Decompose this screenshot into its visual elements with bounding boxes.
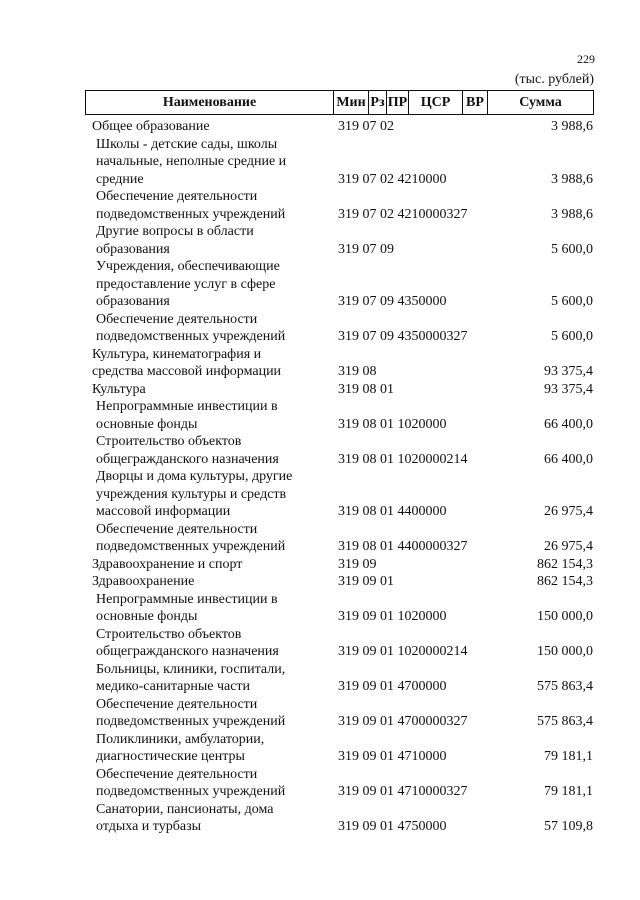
header-csr: ЦСР xyxy=(409,91,463,114)
table-body xyxy=(0,118,640,836)
row-amount: 3 988,6 xyxy=(551,206,593,222)
row-name: Обеспечение деятельности подведомственных учреждений xyxy=(96,521,286,554)
row-amount: 150 000,0 xyxy=(537,609,593,624)
row-amount: 575 863,4 xyxy=(537,679,593,694)
table-row xyxy=(0,801,640,836)
row-code: 319 08 01 4400000327 xyxy=(338,539,468,554)
table-row xyxy=(0,118,640,136)
row-name: Другие вопросы в области образования xyxy=(96,224,254,257)
row-code: 319 07 02 4210000327 xyxy=(338,206,468,222)
row-code: 319 07 09 4350000327 xyxy=(338,329,468,344)
row-name: Строительство объектов общегражданского назначения xyxy=(96,626,279,659)
row-name: Обеспечение деятельности подведомственных учреждений xyxy=(96,311,286,344)
page-number: 229 xyxy=(577,52,595,66)
row-amount: 5 600,0 xyxy=(551,241,593,257)
row-name: Культура, кинематография и средства массовой информации xyxy=(92,346,282,379)
table-row xyxy=(0,626,640,661)
row-name: Непрограммные инвестиции в основные фонды xyxy=(96,399,278,432)
table-row xyxy=(0,311,640,346)
row-code: 319 08 01 xyxy=(338,381,394,397)
row-code: 319 09 01 xyxy=(338,574,394,589)
row-code: 319 07 02 4210000 xyxy=(338,171,447,187)
table-row xyxy=(0,398,640,433)
table-row xyxy=(0,766,640,801)
row-name: Обеспечение деятельности подведомственных учреждений xyxy=(96,696,286,729)
table-row xyxy=(0,521,640,556)
row-code: 319 08 01 1020000214 xyxy=(338,451,468,467)
row-amount: 862 154,3 xyxy=(537,556,593,572)
row-name: Обеспечение деятельности подведомственных учреждений xyxy=(96,189,286,222)
row-amount: 66 400,0 xyxy=(544,416,593,432)
table-row xyxy=(0,258,640,311)
header-rz: Рз xyxy=(369,91,387,114)
header-name: Наименование xyxy=(86,91,334,114)
header-vr: ВР xyxy=(463,91,488,114)
row-amount: 26 975,4 xyxy=(544,539,593,554)
row-code: 319 09 01 4700000327 xyxy=(338,714,468,729)
row-code: 319 07 09 xyxy=(338,241,394,257)
table-row xyxy=(0,433,640,468)
row-name: Санатории, пансионаты, дома отдыха и турбазы xyxy=(96,801,274,834)
row-code: 319 09 xyxy=(338,556,377,572)
table-row xyxy=(0,468,640,521)
table-header xyxy=(85,90,594,115)
row-name: Культура xyxy=(92,381,146,397)
units-label: (тыс. рублей) xyxy=(514,72,594,87)
row-name: Учреждения, обеспечивающие предоставление услуг в сфере образования xyxy=(96,259,280,309)
table-row xyxy=(0,696,640,731)
row-name: Здравоохранение и спорт xyxy=(92,556,243,572)
row-amount: 575 863,4 xyxy=(537,714,593,729)
row-code: 319 09 01 4700000 xyxy=(338,679,447,694)
row-amount: 150 000,0 xyxy=(537,644,593,659)
row-amount: 93 375,4 xyxy=(544,364,593,379)
header-min: Мин xyxy=(334,91,369,114)
table-row xyxy=(0,556,640,574)
table-row xyxy=(0,381,640,399)
row-amount: 79 181,1 xyxy=(544,784,593,799)
row-amount: 26 975,4 xyxy=(544,504,593,519)
row-name: Обеспечение деятельности подведомственных учреждений xyxy=(96,766,286,799)
row-name: Общее образование xyxy=(92,119,210,134)
row-amount: 5 600,0 xyxy=(551,294,593,309)
row-amount: 93 375,4 xyxy=(544,381,593,397)
header-sum: Сумма xyxy=(519,94,562,110)
table-row xyxy=(0,223,640,258)
row-amount: 862 154,3 xyxy=(537,574,593,589)
row-code: 319 09 01 4710000 xyxy=(338,749,447,764)
table-row xyxy=(0,136,640,189)
row-code: 319 09 01 4710000327 xyxy=(338,784,468,799)
row-amount: 3 988,6 xyxy=(551,119,593,134)
row-code: 319 07 02 xyxy=(338,119,394,134)
row-name: Дворцы и дома культуры, другие учреждения культуры и средств массовой информации xyxy=(96,469,293,519)
row-name: Строительство объектов общегражданского назначения xyxy=(96,434,279,467)
row-name: Здравоохранение xyxy=(92,574,195,589)
row-code: 319 09 01 4750000 xyxy=(338,819,447,834)
row-amount: 57 109,8 xyxy=(544,819,593,834)
row-code: 319 08 01 1020000 xyxy=(338,416,447,432)
row-code: 319 09 01 1020000214 xyxy=(338,644,468,659)
table-row xyxy=(0,188,640,223)
row-amount: 79 181,1 xyxy=(544,749,593,764)
row-name: Непрограммные инвестиции в основные фонды xyxy=(96,591,278,624)
row-code: 319 09 01 1020000 xyxy=(338,609,447,624)
header-pr: ПР xyxy=(387,91,409,114)
row-amount: 5 600,0 xyxy=(551,329,593,344)
table-row xyxy=(0,731,640,766)
row-code: 319 08 01 4400000 xyxy=(338,504,447,519)
row-amount: 66 400,0 xyxy=(544,451,593,467)
row-name: Поликлиники, амбулатории, диагностические центры xyxy=(96,731,265,764)
row-name: Школы - детские сады, школы начальные, неполные средние и средние xyxy=(96,136,287,187)
table-row xyxy=(0,591,640,626)
table-row xyxy=(0,661,640,696)
row-code: 319 08 xyxy=(338,364,377,379)
row-name: Больницы, клиники, госпитали, медико-санитарные части xyxy=(96,661,286,694)
table-row xyxy=(0,573,640,591)
row-code: 319 07 09 4350000 xyxy=(338,294,447,309)
table-row xyxy=(0,346,640,381)
row-amount: 3 988,6 xyxy=(551,171,593,187)
